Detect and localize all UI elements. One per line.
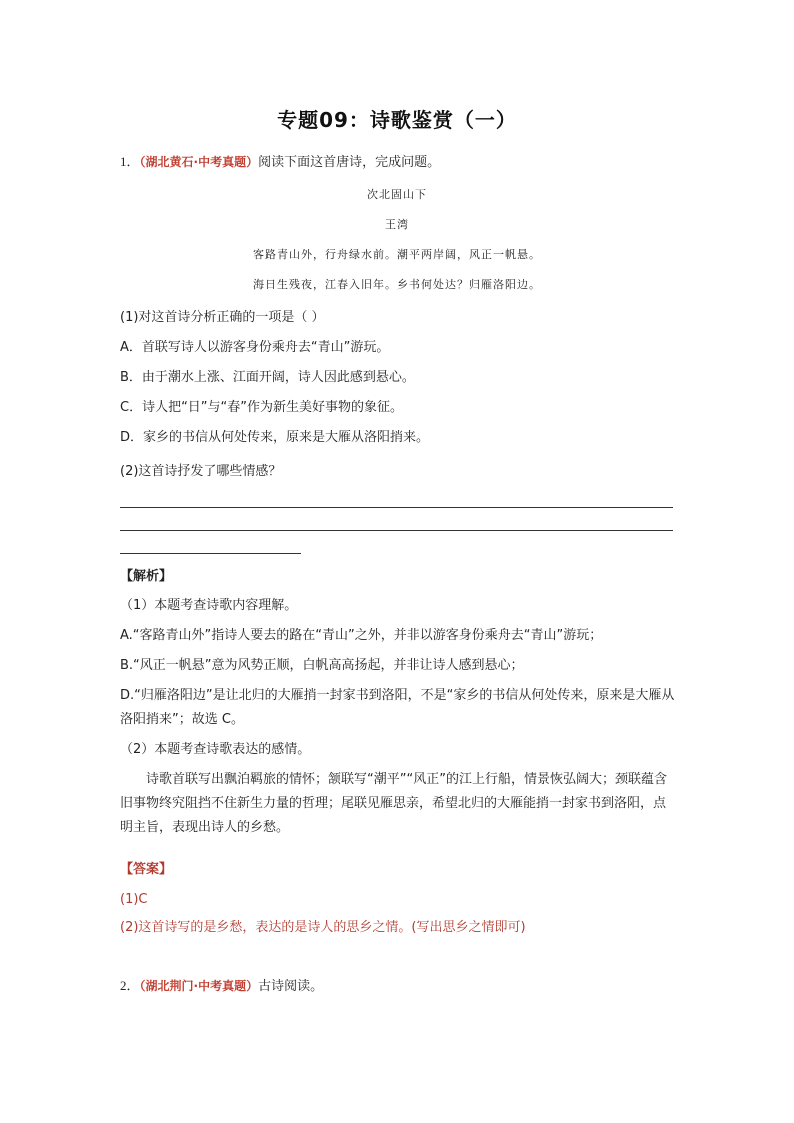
answer-line-1	[120, 507, 673, 508]
sub-question-1: (1)对这首诗分析正确的一项是（ ）	[120, 310, 325, 325]
question-source: （湖北黄石·中考真题）	[139, 155, 259, 169]
question-number: 2．	[120, 978, 140, 993]
question-number: 1．	[120, 154, 140, 169]
analysis-paragraph: 诗歌首联写出飘泊羁旅的情怀；颔联写“潮平”“风正”的江上行船，情景恢弘阔大；颈联蕴含旧事物终究阻挡不住新生力量的哲理；尾联见雁思亲，希望北归的大雁能捎一封家书到洛阳，点明主旨，表现出诗人的乡愁。	[120, 772, 667, 835]
question-1-header	[120, 152, 440, 173]
option-d: D．家乡的书信从何处传来，原来是大雁从洛阳捎来。	[120, 430, 430, 445]
analysis-paragraph: A.“客路青山外”指诗人要去的路在“青山”之外，并非以游客身份乘舟去“青山”游玩；	[120, 628, 603, 643]
answer-line-2	[120, 530, 673, 531]
option-a: A．首联写诗人以游客身份乘舟去“青山”游玩。	[120, 340, 390, 355]
question-source: （湖北荆门·中考真题）	[139, 979, 259, 993]
poem-title: 次北固山下	[367, 188, 427, 201]
analysis-paragraph: （2）本题考查诗歌表达的感情。	[120, 742, 311, 757]
answer-label: 【答案】	[120, 862, 173, 877]
sub-question-2: (2)这首诗抒发了哪些情感？	[120, 464, 282, 479]
answer-2: (2)这首诗写的是乡愁，表达的是诗人的思乡之情。(写出思乡之情即可)	[120, 920, 526, 935]
option-b: B．由于潮水上涨、江面开阔，诗人因此感到悬心。	[120, 370, 415, 385]
question-2-header	[120, 976, 323, 997]
analysis-label: 【解析】	[120, 569, 173, 584]
page-title: 专题09：诗歌鉴赏（一）	[277, 108, 517, 132]
answer-1: (1)C	[120, 892, 148, 907]
question-prompt: 古诗阅读。	[258, 979, 324, 994]
poem-author: 王湾	[385, 218, 409, 231]
analysis-paragraph: （1）本题考查诗歌内容理解。	[120, 598, 298, 613]
answer-line-3	[120, 553, 301, 554]
analysis-body	[120, 594, 676, 840]
question-prompt: 阅读下面这首唐诗，完成问题。	[258, 155, 441, 170]
analysis-paragraph: D.“归雁洛阳边”是让北归的大雁捎一封家书到洛阳，不是“家乡的书信从何处传来，原来是大雁从洛阳捎来”；故选 C。	[120, 688, 675, 727]
option-c: C．诗人把“日”与“春”作为新生美好事物的象征。	[120, 400, 404, 415]
analysis-paragraph: B.“风正一帆悬”意为风势正顺，白帆高高扬起，并非让诗人感到悬心；	[120, 658, 524, 673]
poem-line-2: 海日生残夜，江春入旧年。乡书何处达？归雁洛阳边。	[253, 278, 541, 291]
poem-line-1: 客路青山外，行舟绿水前。潮平两岸阔，风正一帆悬。	[253, 248, 541, 261]
